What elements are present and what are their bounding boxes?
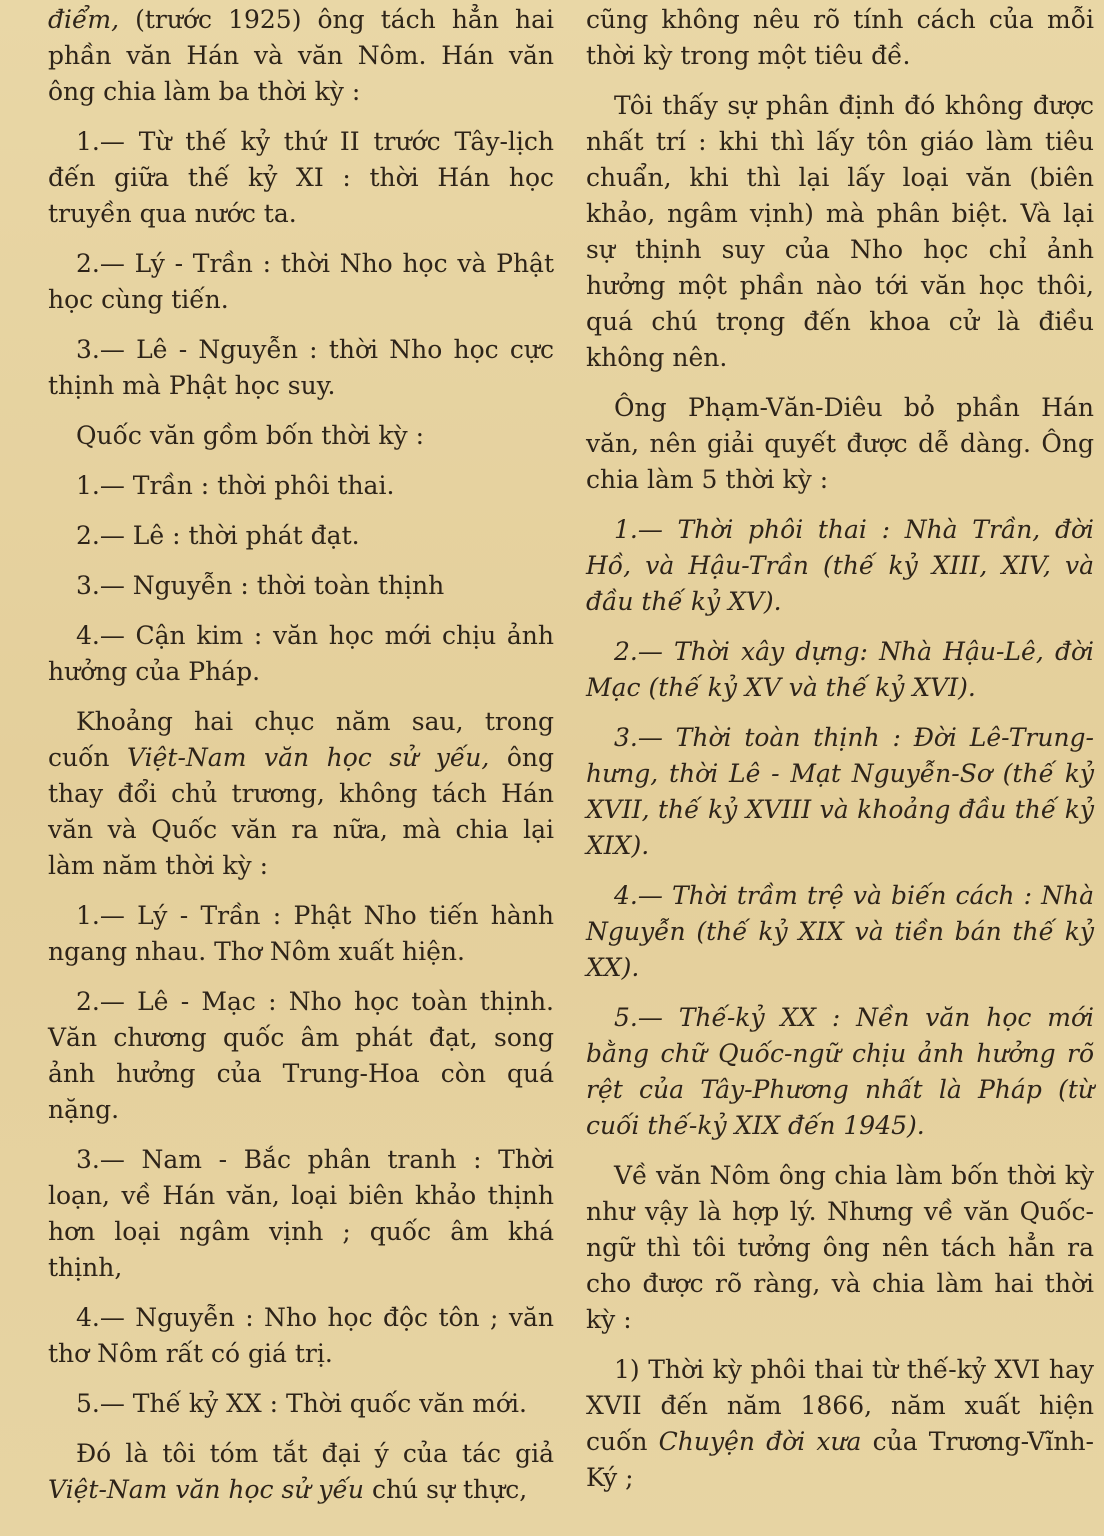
five-period-item: 2.— Lê - Mạc : Nho học toàn thịnh. Văn chương quốc âm phát đạt, song ảnh hưởng của Trung-Hoa còn quá nặng. (48, 987, 554, 1124)
paragraph-critique: Tôi thấy sự phân định đó không được nhất trí : khi thì lấy tôn giáo làm tiêu chuẩn, khi thì lại lấy loại văn (biên khảo, ngâm vịnh) mà phân biệt. Và lại sự thịnh suy của Nho học chỉ ảnh hưởng một phần nào tới văn học thôi, quá chú trọng đến khoa cử là điều không nên. (586, 91, 1094, 372)
paragraph-intro (48, 2, 554, 110)
last-text-a: 1) Thời kỳ phôi thai từ thế-kỷ XVI hay XVII đến năm 1866, năm xuất hiện cuốn (586, 1355, 1094, 1456)
five-period-item: 3.— Nam - Bắc phân tranh : Thời loạn, về Hán văn, loại biên khảo thịnh hơn loại ngâm vịnh ; quốc âm khá thịnh, (48, 1145, 554, 1282)
dieu-period-item: 2.— Thời xây dựng: Nhà Hậu-Lê, đời Mạc (thế kỷ XV và thế kỷ XVI). (586, 637, 1094, 702)
summary-text-a: Đó là tôi tóm tắt đại ý của tác giả (76, 1439, 554, 1468)
quoc-van-intro: Quốc văn gồm bốn thời kỳ : (76, 421, 424, 450)
paragraph-summary (48, 1436, 554, 1508)
dieu-period-item: 4.— Thời trầm trệ và biến cách : Nhà Nguyễn (thế kỷ XIX và tiền bán thế kỷ XX). (586, 881, 1094, 982)
quoc-van-item: 3.— Nguyễn : thời toàn thịnh (76, 571, 445, 600)
paragraph-later (48, 704, 554, 884)
later-text-a: Khoảng hai chục năm sau, trong cuốn (48, 707, 554, 772)
han-period-item: 3.— Lê - Nguyễn : thời Nho học cực thịnh mà Phật học suy. (48, 335, 554, 400)
paragraph-last (586, 1352, 1094, 1496)
paragraph-dieu: Ông Phạm-Văn-Diêu bỏ phần Hán văn, nên giải quyết được dễ dàng. Ông chia làm 5 thời kỳ : (586, 393, 1094, 494)
left-column (48, 0, 554, 1536)
paragraph-continued: cũng không nêu rõ tính cách của mỗi thời kỳ trong một tiêu đề. (586, 5, 1094, 70)
later-text-b: ông thay đổi chủ trương, không tách Hán văn và Quốc văn ra nữa, mà chia lại làm năm thời kỳ : (48, 743, 554, 880)
right-column (586, 0, 1094, 1536)
han-period-item: 2.— Lý - Trần : thời Nho học và Phật học cùng tiến. (48, 249, 554, 314)
dieu-period-item: 1.— Thời phôi thai : Nhà Trần, đời Hồ, và Hậu-Trần (thế kỷ XIII, XIV, và đầu thế kỷ XV). (586, 515, 1094, 616)
book-title: Việt-Nam văn học sử yếu, (127, 743, 490, 772)
book-title: Việt-Nam văn học sử yếu (48, 1475, 364, 1504)
intro-text: (trước 1925) ông tách hẳn hai phần văn Hán và văn Nôm. Hán văn ông chia làm ba thời kỳ : (48, 5, 554, 106)
five-period-item: 1.— Lý - Trần : Phật Nho tiến hành ngang nhau. Thơ Nôm xuất hiện. (48, 901, 554, 966)
book-title: Chuyện đời xưa (658, 1427, 862, 1456)
five-period-item: 5.— Thế kỷ XX : Thời quốc văn mới. (76, 1389, 527, 1418)
quoc-van-item: 1.— Trần : thời phôi thai. (76, 471, 395, 500)
han-period-item: 1.— Từ thế kỷ thứ II trước Tây-lịch đến giữa thế kỷ XI : thời Hán học truyền qua nước ta. (48, 127, 554, 228)
five-period-item: 4.— Nguyễn : Nho học độc tôn ; văn thơ Nôm rất có giá trị. (48, 1303, 554, 1368)
summary-text-b: chú sự thực, (364, 1475, 528, 1504)
quoc-van-item: 4.— Cận kim : văn học mới chịu ảnh hưởng của Pháp. (48, 621, 554, 686)
dieu-period-item: 5.— Thế-kỷ XX : Nền văn học mới bằng chữ Quốc-ngữ chịu ảnh hưởng rõ rệt của Tây-Phương nhất là Pháp (từ cuối thế-kỷ XIX đến 1945). (586, 1003, 1094, 1140)
dieu-period-item: 3.— Thời toàn thịnh : Đời Lê-Trung-hưng, thời Lê - Mạt Nguyễn-Sơ (thế kỷ XVII, thế kỷ XVIII và khoảng đầu thế kỷ XIX). (586, 723, 1094, 860)
intro-lead-word: điểm, (48, 5, 120, 34)
paragraph-nom: Về văn Nôm ông chia làm bốn thời kỳ như vậy là hợp lý. Nhưng về văn Quốc-ngữ thì tôi tưởng ông nên tách hẳn ra cho được rõ ràng, và chia làm hai thời kỳ : (586, 1161, 1094, 1334)
quoc-van-item: 2.— Lê : thời phát đạt. (76, 521, 360, 550)
last-text-b: của Trương-Vĩnh-Ký ; (586, 1427, 1094, 1492)
